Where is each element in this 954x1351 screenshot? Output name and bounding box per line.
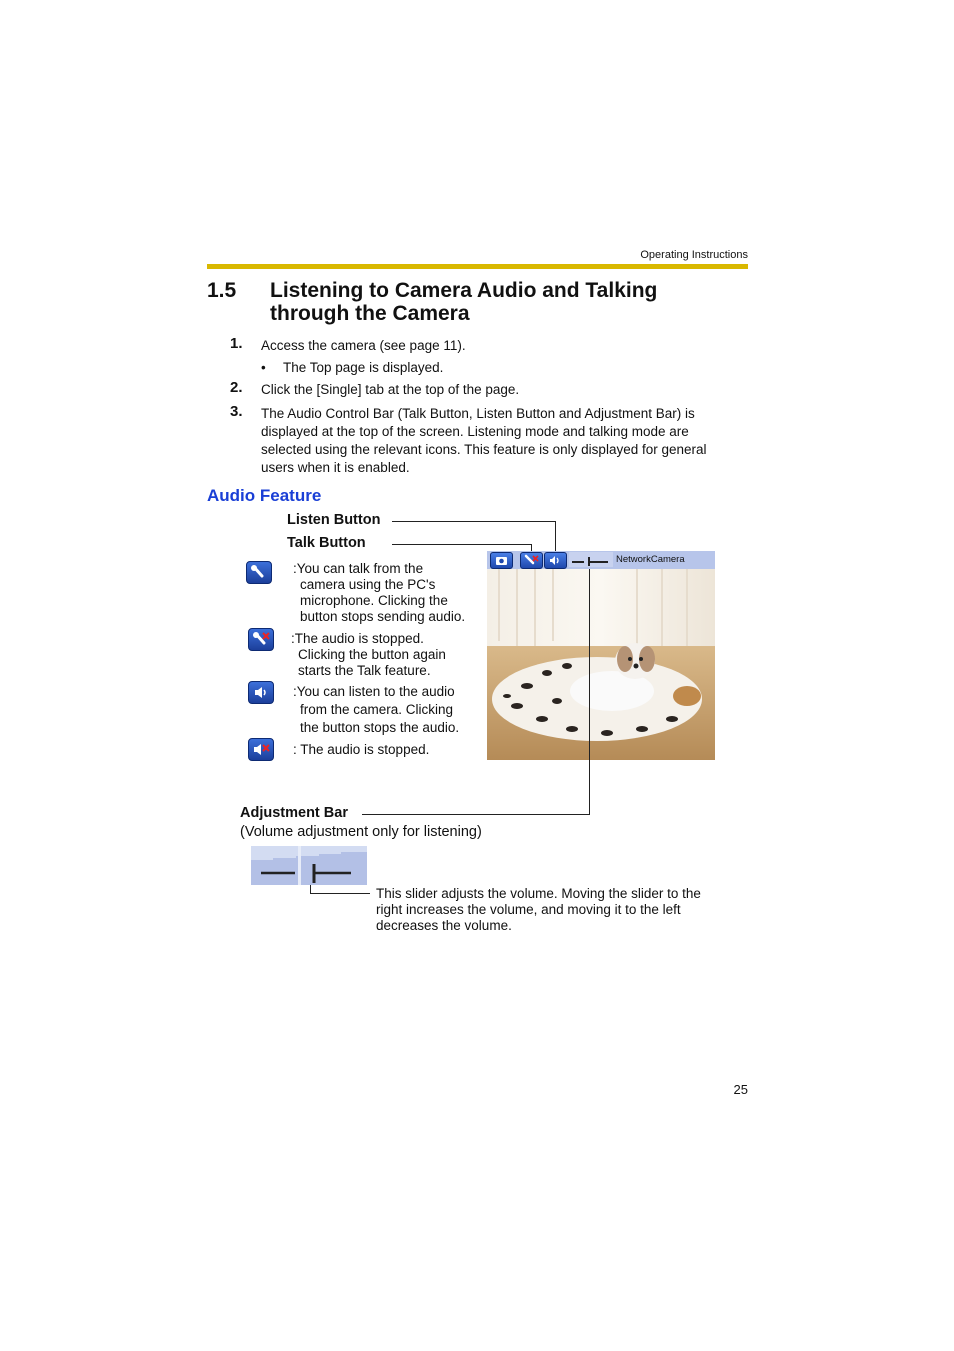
desc-line: from the camera. Clicking: [300, 702, 454, 717]
slider-desc-line: right increases the volume, and moving it to the left: [376, 902, 681, 917]
step-1-number: 1.: [230, 335, 243, 352]
header-rule: [207, 264, 748, 269]
volume-slider-enlarged: [251, 846, 367, 885]
running-header: Operating Instructions: [640, 249, 748, 261]
listen-stopped-icon: [248, 738, 274, 761]
step-3-text: [261, 405, 751, 477]
slider-leader-h: [310, 893, 370, 894]
audio-feature-heading: Audio Feature: [207, 486, 322, 505]
listen-leader-v: [555, 521, 556, 554]
slider-track-left: [572, 561, 584, 563]
listen-leader-h: [392, 521, 555, 522]
step-3-line: selected using the relevant icons. This feature is only displayed for general: [261, 442, 707, 457]
listen-stopped-description: : The audio is stopped.: [293, 742, 430, 757]
step-2-number: 2.: [230, 379, 243, 396]
step-1-bullet: The Top page is displayed.: [283, 360, 444, 375]
step-3-line: users when it is enabled.: [261, 460, 410, 475]
camera-snapshot-icon[interactable]: [490, 552, 513, 569]
adjustment-bar-note: (Volume adjustment only for listening): [240, 824, 482, 840]
camera-view: [487, 551, 715, 760]
desc-line: :You can listen to the audio: [293, 684, 455, 699]
slider-desc-line: decreases the volume.: [376, 918, 512, 933]
step-3-number: 3.: [230, 403, 243, 420]
listen-button[interactable]: [544, 552, 567, 569]
adjustment-leader-h: [362, 814, 590, 815]
listen-icon: [248, 681, 274, 704]
camera-title: NetworkCamera: [616, 554, 685, 565]
desc-line: :You can talk from the: [293, 561, 424, 576]
talk-icon: [246, 561, 272, 584]
bullet-marker: •: [261, 360, 266, 375]
desc-line: the button stops the audio.: [300, 720, 460, 735]
page-number: 25: [733, 1082, 748, 1097]
desc-line: camera using the PC's: [300, 577, 436, 592]
step-3-line: displayed at the top of the screen. Listening mode and talking mode are: [261, 424, 689, 439]
talk-stopped-icon: [248, 628, 274, 651]
desc-line: starts the Talk feature.: [298, 663, 431, 678]
talk-description: [293, 561, 465, 625]
desc-line: button stops sending audio.: [300, 609, 466, 624]
talk-stopped-description: [291, 631, 446, 679]
talk-button-label: Talk Button: [287, 535, 366, 551]
camera-photo: [487, 551, 715, 760]
step-2-text: Click the [Single] tab at the top of the page.: [261, 382, 520, 397]
slider-handle[interactable]: [588, 557, 590, 566]
step-1-text: Access the camera (see page 11).: [261, 338, 466, 353]
talk-leader-h: [392, 544, 531, 545]
slider-description: [376, 886, 701, 934]
volume-slider[interactable]: [569, 552, 613, 567]
desc-line: :The audio is stopped.: [291, 631, 424, 646]
talk-button[interactable]: [520, 552, 543, 569]
slider-track-right: [590, 561, 608, 563]
listen-button-label: Listen Button: [287, 512, 381, 528]
adjustment-bar-label: Adjustment Bar: [240, 805, 348, 821]
desc-line: microphone. Clicking the: [300, 593, 448, 608]
desc-line: Clicking the button again: [298, 647, 446, 662]
listen-description: [293, 683, 459, 737]
step-3-line: The Audio Control Bar (Talk Button, Listen Button and Adjustment Bar) is: [261, 406, 695, 421]
slider-desc-line: This slider adjusts the volume. Moving the slider to the: [376, 886, 701, 901]
section-number: 1.5: [207, 279, 237, 302]
section-title: Listening to Camera Audio and Talking through the Camera: [270, 279, 658, 325]
adjustment-leader-v: [589, 569, 590, 815]
audio-control-bar: [487, 551, 715, 569]
